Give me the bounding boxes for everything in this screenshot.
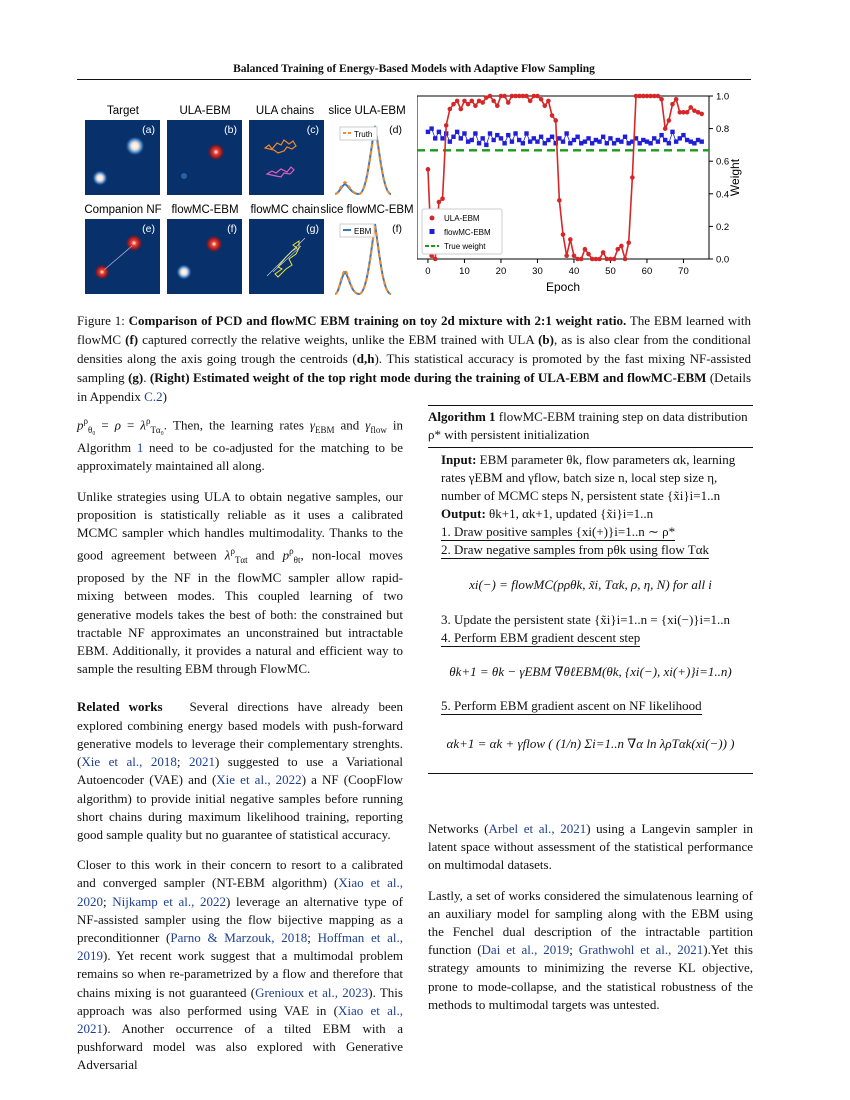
flowmc-point [499,136,503,140]
flowmc-point [659,133,663,137]
flowmc-point [455,130,459,134]
algorithm-bottom-rule [428,773,753,774]
caption-ref-f: (f) [125,332,139,347]
step-4-text: 4. Perform EBM gradient descent step [441,630,641,645]
flowmc-point [521,141,525,145]
panel-e-companion-nf [85,219,160,294]
flowmc-point [437,130,441,134]
text: Networks ( [428,821,489,836]
caption-text: The EBM learned with flowMC [77,313,751,347]
y-tick-label: 0.2 [716,221,730,233]
flowmc-point [451,135,455,139]
appendix-link[interactable]: C.2 [144,389,163,404]
step-3-text: 3. Update the persistent state {x̃i}i=1..n = {xi(−)}i=1..n [441,612,730,627]
caption-text: . [143,370,150,385]
legend-ula-marker [430,216,435,221]
x-tick-label: 0 [425,266,431,277]
letter-c: (c) [306,124,319,136]
text: Several directions have already been explored combining energy based models with push-forward generative models to leverage their complementary strenghts. ( [77,699,403,770]
ula-point [451,102,456,107]
flowmc-point [513,131,517,135]
flowmc-point [586,136,590,140]
text: Closer to this work in their concern to resort to a calibrated and converged sampler (NT-EBM algorithm) ( [77,857,403,891]
text: ) using a Langevin sampler in latent space without assessment of the statistical performance on multimodal datasets. [428,821,753,873]
step-5-text: 5. Perform EBM gradient ascent on NF likelihood [441,698,702,713]
flowmc-point [681,133,685,137]
citation-link[interactable]: Grathwohl et al., 2021 [578,942,704,958]
ula-point [557,198,562,203]
text: ). Another occurrence of a tilted EBM with a pushforward model was also explored with Generative Adversarial [77,1020,403,1073]
flowmc-point [473,131,477,135]
y-tick-label: 0.6 [716,156,730,168]
ula-point [561,232,566,237]
equation-alpha-update: αk+1 = αk + γflow ( (1/n) Σi=1..n ∇α ln λρTαk(xi(−)) ) [446,736,735,751]
ula-point [685,110,690,115]
x-axis-label: Epoch [545,280,581,294]
flowmc-point [605,141,609,145]
figure-panels [77,86,417,301]
paragraph-ula: Unlike strategies using ULA to obtain negative samples, our proposition is statistically reliable as it uses a calibrated MCMC sampler which handles multimodality. Thanks to the good agreement between $\lambda^\rho_{T\alpha t}$ and $p^\rho_{\theta t}$, non-local moves proposed by the NF in the flowMC sampler allow rapid-mixing between modes. This coupled learning of two generative models takes the best of both: the constrained but tractable NF approximates an unconstrained but intractable EBM. Additionally, it provides a natural and efficient way to sample the resulting EBM through FlowMC. [77,488,403,677]
legend-flowmc-marker [430,229,435,234]
citation-link[interactable]: Xiao et al., 2020 [77,875,403,909]
ula-point [586,252,591,257]
caption-ref-dh: d,h [356,351,375,366]
step-2 [428,541,753,559]
flowmc-point [619,139,623,143]
algorithm-1 [428,405,753,774]
ula-point [535,94,540,99]
ula-point [601,250,606,255]
x-tick-label: 30 [532,266,543,277]
ula-point [466,102,471,107]
title-ula-ebm: ULA-EBM [179,105,231,117]
citation-link[interactable]: Hoffman et al., 2019 [77,929,403,964]
figure-1 [77,86,751,301]
title-companion-nf: Companion NF [84,204,162,216]
flowmc-point [448,139,452,143]
panel-g-flowmc-chain [249,219,324,294]
flowmc-point [575,135,579,139]
ula-point [688,105,693,110]
ula-point [469,99,474,104]
left-column [77,412,403,1087]
flowmc-point [524,131,528,135]
title-flowmc-ebm: flowMC-EBM [171,204,239,216]
input-label: Input: [441,452,477,467]
caption-text: , as is also clear from the conditional densities along the axis going trough the centroids ( [77,332,751,366]
paragraph-lastly: Lastly, a set of works considered the simulatenous learning of an auxiliary model for sampling along with the EBM using the Fenchel dual description of the intractable partition function (Dai et al., 2019; Grathwohl et al., 2021).Yet this strategy amounts to minimizing the reverse KL objective, prone to mode-collapse, and the statistical robustness of the methods to multimodal targets was untested. [428,887,753,1012]
step-1 [428,523,753,541]
ula-point [572,253,577,258]
y-tick-label: 0.4 [716,189,730,201]
algorithm-title-text: flowMC-EBM training step on data distribution ρ* with persistent initialization [428,409,748,442]
citation-link[interactable]: Xiao et al., 2021 [77,1002,403,1036]
weight-chart [417,86,751,301]
right-column [428,820,753,1026]
ula-point [579,257,584,262]
panel-f-flowmc-ebm [167,219,242,294]
flowmc-point [667,141,671,145]
panel-a-target [85,120,160,195]
text: and [334,417,366,433]
y-tick-label: 0.0 [716,254,730,266]
ula-point [699,112,704,117]
flowmc-point [429,126,433,130]
title-flowmc-chain: flowMC chain [250,204,320,216]
ula-point [488,94,493,99]
title-slice-flowmc: slice flowMC-EBM [320,204,414,216]
output-label: Output: [441,506,486,521]
letter-h: (f) [392,223,402,235]
ula-point [480,100,485,105]
citation-link[interactable]: Arbel et al., 2021 [488,821,587,836]
flowmc-point [539,135,543,139]
panel-d-slice-ula [335,124,402,194]
letter-e: (e) [142,223,155,235]
header-rule [77,79,751,80]
panel-h-slice-flowmc [335,223,402,294]
letter-d: (d) [389,124,402,136]
flowmc-point [491,138,495,142]
ula-point [674,97,679,102]
paragraph-closer: Closer to this work in their concern to resort to a calibrated and converged sampler (NT-EBM algorithm) (Xiao et al., 2020; Nijkamp et al., 2022) leverage an alternative type of NF-assisted sampler using the flow bijective mapping as a preconditionner (Parno & Marzouk, 2018; Hoffman et al., 2019). Yet recent work suggest that a multimodal problem remains so when re-parametrized by a flow and therefore that chains mixing is not guaranteed (Grenioux et al., 2023). This approach was also performed using VAE in (Xiao et al., 2021). Another occurrence of a tilted EBM with a pushforward model was also explored with Generative Adversarial [77,857,403,1073]
flowmc-point [561,139,565,143]
ula-point [462,99,467,104]
ula-point [619,244,624,249]
ula-point [433,257,438,262]
related-works-heading: Related works [77,699,163,715]
text: and [247,547,283,563]
x-tick-label: 40 [568,266,580,277]
paragraph-networks [428,820,753,875]
ula-point [440,196,445,201]
input-text: EBM parameter θk, flow parameters αk, learning rates γEBM and γflow, batch size n, local step size η, number of MCMC steps N, persistent state {x̃i}i=1..n [441,452,736,503]
paragraph-matching: $p^\rho_{\theta_0} = \rho = \lambda^\rho_{T\alpha_0}$. Then, the learning rates $\gamma_{EBM}$ and $\gamma_{flow}$ in Algorithm 1 need to be co-adjusted for the matching to be approximately maintained all along. [77,416,403,474]
step-4 [428,629,753,647]
letter-b: (b) [224,124,237,136]
ula-point [670,102,675,107]
ula-point [553,118,558,123]
ula-point [656,94,661,99]
flowmc-point [623,135,627,139]
step-3 [428,611,753,629]
flowmc-point [601,135,605,139]
citation-link[interactable]: Nijkamp et al., 2022 [112,893,227,909]
flowmc-point [550,135,554,139]
flowmc-point [535,139,539,143]
text: Unlike strategies using ULA to obtain negative samples, our proposition is statistically reliable as it uses a calibrated MCMC sampler which handles multimodality. Thanks to the good agreement between [77,488,403,563]
ula-point [626,240,631,245]
title-ula-chains: ULA chains [255,105,315,117]
ula-point [659,97,664,102]
text: ).Yet this strategy amounts to minimizing the reverse KL objective, prone to mode-collapse, and the statistical robustness of the methods to multimodal targets was untested. [428,942,753,1012]
y-axis-label: Weight [728,158,742,197]
caption-text: ) [162,389,167,404]
flowmc-point [481,136,485,140]
equation-theta-update: θk+1 = θk − γEBM ∇θℓEBM(θk, {xi(−), xi(+)}i=1..n) [449,664,732,679]
ula-point [583,247,588,252]
ula-point [437,200,442,205]
panel-c-ula-chains [249,120,324,195]
title-target: Target [107,105,139,117]
ula-point [612,257,617,262]
ula-point [564,253,569,258]
flowmc-point [506,133,510,137]
ula-point [597,257,602,262]
x-tick-label: 20 [495,266,507,277]
ula-point [506,100,511,105]
ula-point [546,99,551,104]
ula-point [495,103,500,108]
text: ). This approach was also performed using VAE in ( [77,984,403,1018]
letter-a: (a) [142,124,155,136]
text: ) a NF (CoopFlow algorithm) to provide initial negative samples before running short chains during maximum likelihood training, reporting good sample quality but no guarantee of statistical accuracy. [77,772,403,842]
flowmc-point [502,141,506,145]
paragraph-related-works: Related works Several directions have already been explored combining energy based models with push-forward generative models to leverage their complementary strenghts. (Xie et al., 2018; 2021) suggested to use a Variational Autoencoder (VAE) and (Xie et al., 2022) a NF (CoopFlow algorithm) to provide initial negative samples before running short chains during maximum likelihood training, reporting good sample quality but no guarantee of statistical accuracy. [77,699,403,842]
flowmc-point [488,131,492,135]
text: , non-local moves proposed by the NF in the flowMC sampler allow rapid-mixing between modes. This coupled learning of two generative models takes the best of both: the constrained but tractable NF approximates an unconstrained but intractable EBM. Additionally, it provides a natural and efficient way to sample the resulting EBM through FlowMC. [77,547,403,677]
title-slice-ula: slice ULA-EBM [328,105,406,117]
text: ). Yet recent work suggest that a multimodal problem remains so when re-parametrized by a flow and therefore that chains mixing is not guaranteed ( [77,948,403,1000]
step-5 [428,697,753,715]
x-tick-label: 50 [605,266,616,277]
citation-link[interactable]: Grenioux et al., 2023 [255,984,369,1000]
flowmc-point [484,143,488,147]
letter-f: (f) [227,223,237,235]
ula-point [550,113,555,118]
flowmc-point [459,136,463,140]
panel-b-ula-ebm [167,120,242,195]
ula-point [623,257,628,262]
output-text: θk+1, αk+1, updated {x̃i}i=1..n [485,506,654,521]
legend-truth-label: True weight [444,242,486,251]
caption-ref-g: (g) [128,370,144,385]
legend-flowmc-label: flowMC-EBM [444,228,491,237]
algorithm-title [428,405,753,444]
citation-link[interactable]: Dai et al., 2019 [481,942,570,958]
algorithm-output [428,505,753,523]
flowmc-point [670,130,674,134]
y-tick-label: 0.8 [716,124,730,136]
x-tick-label: 10 [459,266,470,277]
ula-point [528,99,533,104]
slice-legend-truth: Truth [354,130,373,139]
step-1-text: 1. Draw positive samples {xi(+)}i=1..n ∼ ρ* [441,524,676,539]
caption-text: ). This statistical accuracy is promoted by the fast mixing NF-assisted sampling [77,351,751,385]
citation-link[interactable]: Parno & Marzouk, 2018 [170,929,308,945]
caption-text: (Details in Appendix [77,370,752,404]
citation-link[interactable]: 2021 [188,754,215,770]
text: Lastly, a set of works considered the simulatenous learning of an auxiliary model for sampling along with the EBM using the Fenchel dual description of the intractable partition function ( [428,887,753,958]
algorithm-input [428,451,753,505]
citation-link[interactable]: Xie et al., 2018 [81,754,177,770]
text: ) suggested to use a Variational Autoencoder (VAE) and ( [77,754,403,788]
caption-text: captured correctly the relative weights, unlike the EBM trained with ULA [138,332,539,347]
y-tick-label: 1.0 [716,91,730,103]
ula-point [667,118,672,123]
flowmc-point [510,139,514,143]
flowmc-point [470,138,474,142]
ula-point [455,99,460,104]
x-tick-label: 70 [678,266,689,277]
text: ) leverage an alternative type of NF-assisted sampler using the flow bijective mapping as a preconditionner ( [77,893,403,945]
ula-point [459,107,464,112]
ula-point [615,247,620,252]
text: . Then, the learning rates [163,417,310,433]
caption-bold-1: Comparison of PCD and flowMC EBM training on toy 2d mixture with 2:1 weight ratio. [128,313,627,328]
step-2-text: 2. Draw negative samples from pθk using flow Tαk [441,542,710,557]
flowmc-point [564,131,568,135]
algorithm-label: Algorithm 1 [428,409,496,424]
caption-lead: Figure 1: [77,313,129,328]
ula-point [539,97,544,102]
flowmc-point [597,139,601,143]
ula-point [663,126,668,131]
legend-ula-label: ULA-EBM [444,214,480,223]
ula-point [630,175,635,180]
ula-point [473,103,478,108]
letter-g: (g) [306,223,319,235]
ula-point [444,123,449,128]
caption-ref-b: (b) [538,332,554,347]
x-tick-label: 60 [641,266,653,277]
ula-point [524,94,529,99]
flowmc-point [656,139,660,143]
ula-point [568,237,573,242]
flowmc-point [462,131,466,135]
text: in Algorithm [77,417,403,456]
flowmc-point [477,141,481,145]
flowmc-point [440,136,444,140]
algorithm-link[interactable]: 1 [136,440,144,456]
slice-legend-ebm: EBM [354,227,372,236]
ula-point [426,167,431,172]
ula-point [491,99,496,104]
flowmc-point [648,141,652,145]
equation-flowmc: xi(−) = flowMC(pρθk, x̃i, Tαk, ρ, η, N) for all i [469,577,712,592]
flowmc-point [433,136,437,140]
citation-link[interactable]: Xie et al., 2022 [216,772,302,788]
text: need to be co-adjusted for the matching to be approximately maintained all along. [77,440,403,474]
running-header: Balanced Training of Energy-Based Models with Adaptive Flow Sampling [233,63,595,75]
flowmc-point [700,139,704,143]
ula-point [542,103,547,108]
caption-bold-2: (Right) Estimated weight of the top right mode during the training of ULA-EBM and flowMC-EBM [149,370,707,385]
figure-caption [77,311,751,406]
flowmc-point [608,136,612,140]
ula-point [448,107,453,112]
ula-point [502,94,507,99]
algorithm-body [428,447,753,753]
